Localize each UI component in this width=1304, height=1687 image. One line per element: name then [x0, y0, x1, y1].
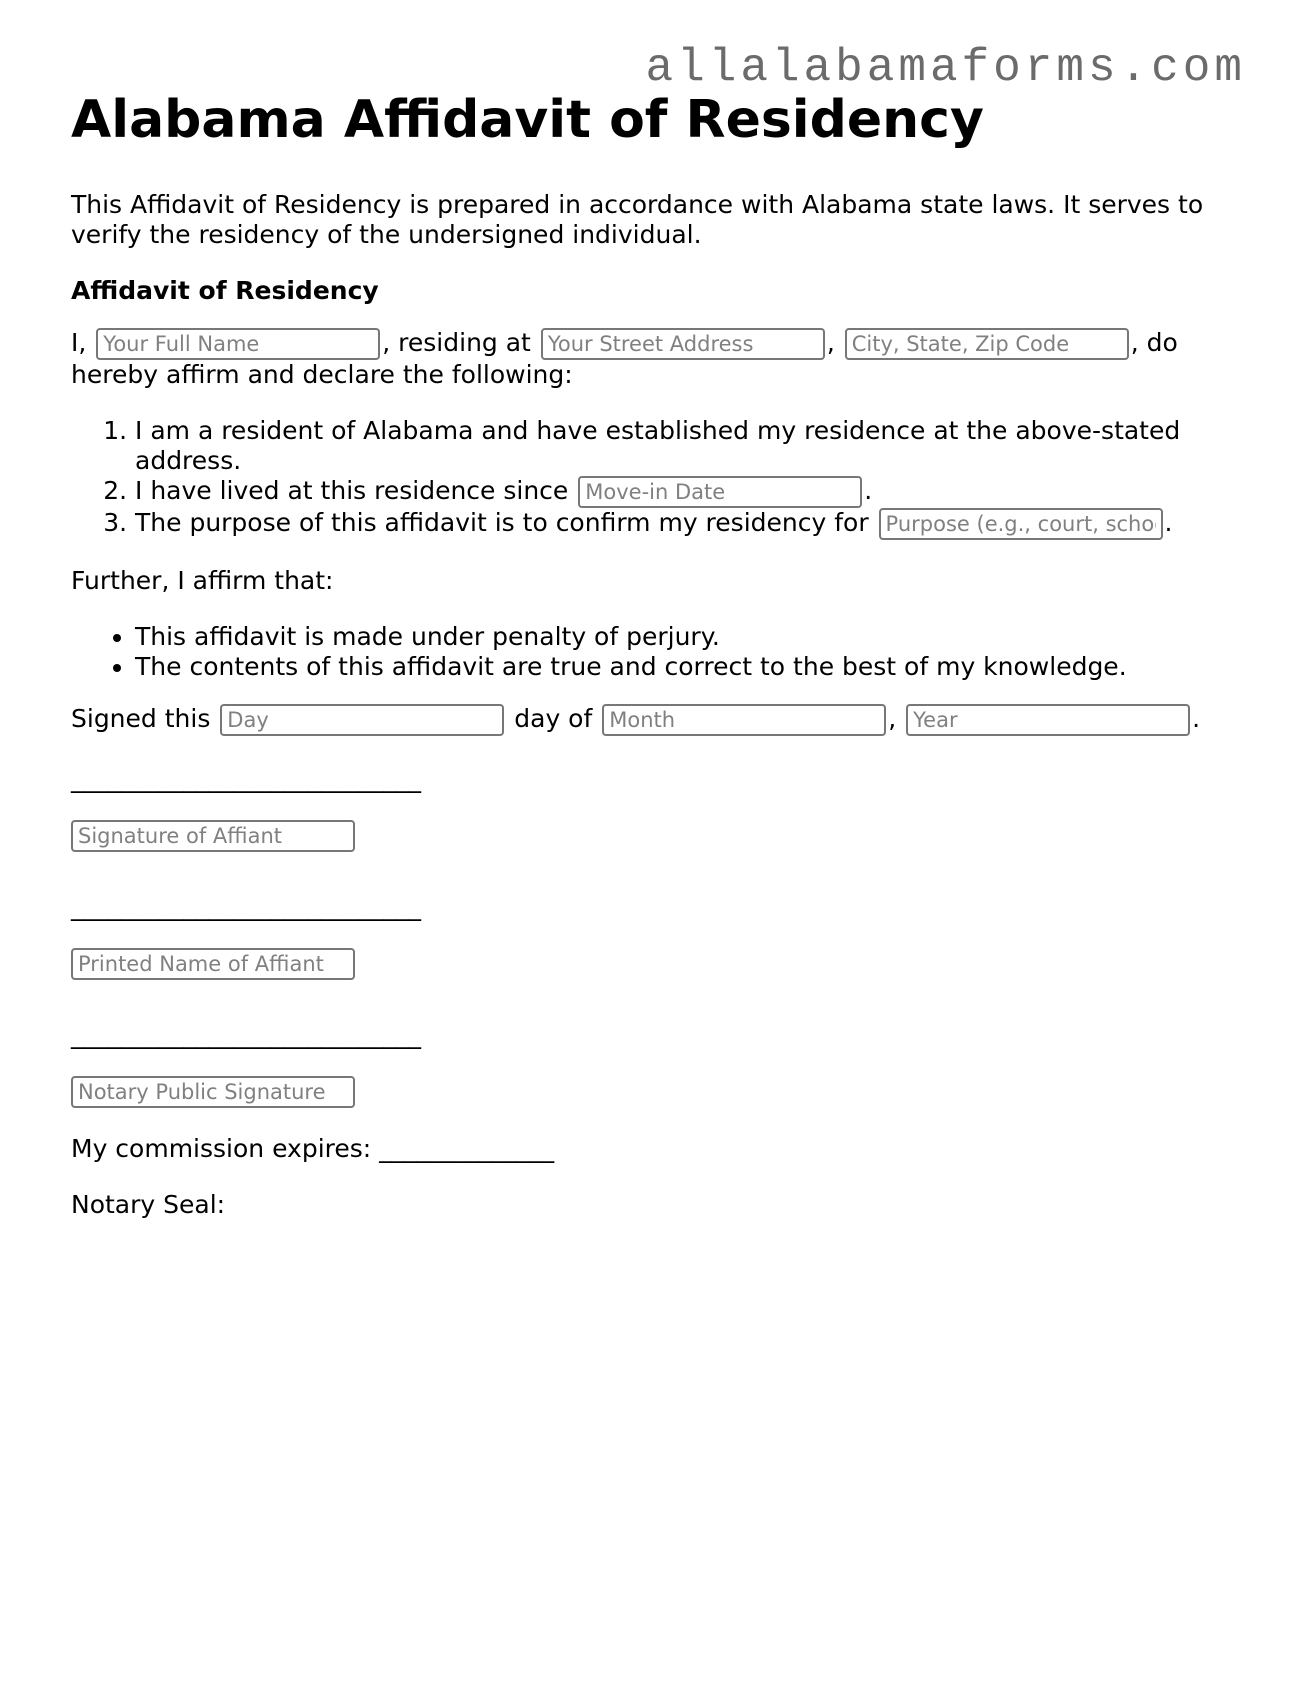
statement-item-residency: 1. I am a resident of Alabama and have established my residence at the above-stated address. — [135, 416, 1231, 476]
notary-signature-block — [71, 1020, 1231, 1108]
printed-name-block — [71, 892, 1231, 980]
signature-line: ____________________________ — [71, 1020, 421, 1049]
site-watermark: allalabamaforms.com — [645, 42, 1246, 94]
signature-line: ____________________________ — [71, 764, 421, 793]
day-of-text: day of — [514, 704, 593, 733]
page-title: Alabama Affidavit of Residency — [71, 90, 984, 150]
purpose-input[interactable] — [879, 508, 1163, 540]
affirmation-item: • This affidavit is made under penalty of perjury. — [135, 622, 1231, 652]
city-state-zip-input[interactable] — [845, 328, 1129, 360]
street-address-input[interactable] — [541, 328, 825, 360]
commission-expires: My commission expires: ______________ — [71, 1134, 555, 1163]
date-comma: , — [888, 704, 897, 733]
intro-paragraph: This Affidavit of Residency is prepared in accordance with Alabama state laws. It serves to verify the residency of the undersigned individual. — [71, 190, 1204, 249]
notary-seal-label: Notary Seal: — [71, 1190, 226, 1219]
affirmation-item: • The contents of this affidavit are true and correct to the best of my knowledge. — [135, 652, 1231, 682]
notary-signature-input[interactable] — [71, 1076, 355, 1108]
statement-item-move-in — [135, 476, 1231, 508]
residing-text: , residing at — [382, 328, 531, 357]
address-comma: , — [826, 328, 835, 357]
purpose-text: The purpose of this affidavit is to confirm my residency for — [135, 508, 869, 537]
affirmation-list — [71, 622, 1231, 682]
affiant-signature-block — [71, 764, 1231, 852]
declaration-suffix: , do hereby affirm and declare the following: — [71, 328, 1178, 389]
declaration-prefix: I, — [71, 328, 87, 357]
move-in-period: . — [864, 476, 873, 505]
full-name-input[interactable] — [96, 328, 380, 360]
affidavit-form — [71, 88, 1231, 1220]
move-in-text: I have lived at this residence since — [135, 476, 569, 505]
date-period: . — [1192, 704, 1201, 733]
day-input[interactable] — [220, 704, 504, 736]
year-input[interactable] — [906, 704, 1190, 736]
month-input[interactable] — [602, 704, 886, 736]
signature-line: ____________________________ — [71, 892, 421, 921]
further-affirm-text: Further, I affirm that: — [71, 566, 334, 595]
statement-list — [71, 416, 1231, 540]
affiant-signature-input[interactable] — [71, 820, 355, 852]
purpose-period: . — [1164, 508, 1173, 537]
declaration-paragraph — [71, 328, 1231, 390]
signed-date-line — [71, 704, 1231, 736]
move-in-date-input[interactable] — [578, 476, 862, 508]
printed-name-input[interactable] — [71, 948, 355, 980]
signed-prefix: Signed this — [71, 704, 211, 733]
section-heading: Affidavit of Residency — [71, 276, 379, 305]
statement-item-purpose — [135, 508, 1231, 540]
